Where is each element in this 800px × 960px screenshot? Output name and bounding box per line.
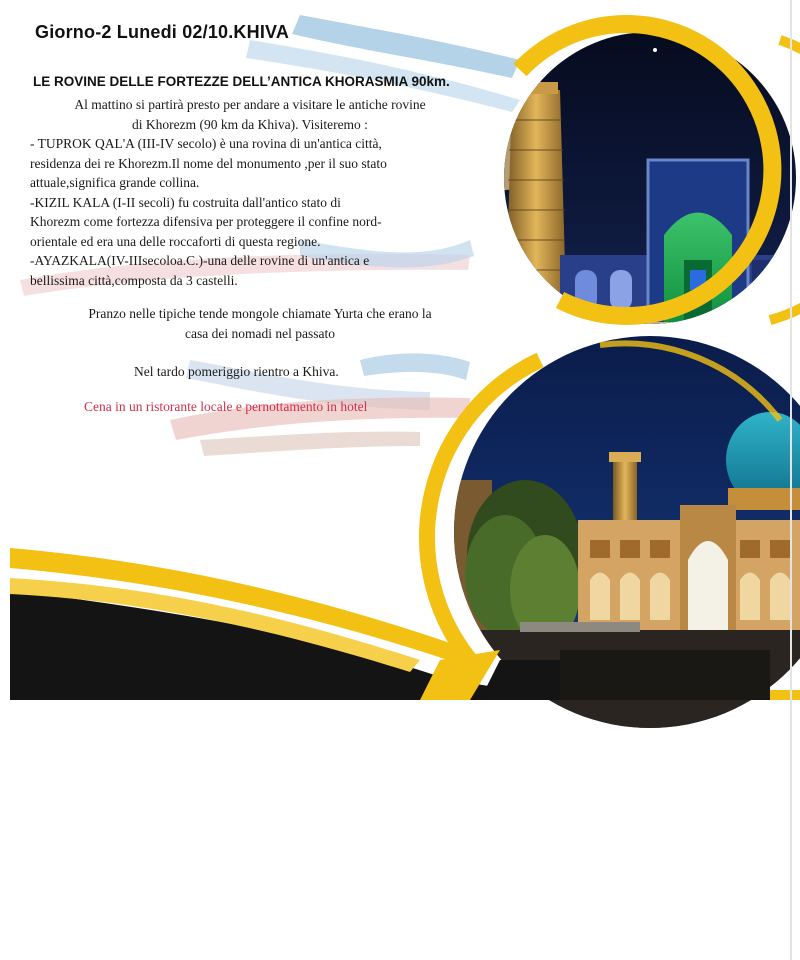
site-line: Khorezm come fortezza difensiva per proteggere il confine nord- — [30, 214, 382, 229]
site-line: orientale ed era una delle roccaforti di questa regione. — [30, 233, 321, 249]
site-line: attuale,significa grande collina. — [30, 175, 200, 190]
photo-top — [473, 30, 800, 336]
intro-line: Al mattino si partirà presto per andare a visitare le antiche rovine — [74, 97, 426, 112]
intro-line: di Khorezm (90 km da Khiva). Visiteremo : — [132, 116, 368, 132]
site-line: -KIZIL KALA (I-II secoli) fu costruita dall'antico stato di — [30, 194, 341, 210]
lunch-line: casa dei nomadi nel passato — [185, 325, 335, 341]
site-line: residenza dei re Khorezm.Il nome del monumento ,per il suo stato — [30, 155, 387, 171]
afternoon-text: Nel tardo pomeriggio rientro a Khiva. — [134, 364, 339, 379]
section-title: LE ROVINE DELLE FORTEZZE DELL’ANTICA KHORASMIA 90km. — [33, 74, 450, 89]
closing-text: Cena in un ristorante locale e pernottamento in hotel — [84, 399, 368, 414]
lunch-line: Pranzo nelle tipiche tende mongole chiamate Yurta che erano la — [88, 306, 432, 321]
day-title: Giorno-2 Lunedi 02/10.KHIVA — [35, 22, 290, 42]
intro-paragraph — [30, 95, 470, 134]
page-edge-line — [790, 0, 792, 960]
sites-paragraph — [30, 134, 387, 290]
site-line: - TUPROK QAL'A (III-IV secolo) è una rovina di un'antica città, — [30, 136, 382, 151]
site-line: bellissima città,composta da 3 castelli. — [30, 272, 238, 288]
lunch-paragraph — [40, 304, 480, 343]
site-line: -AYAZKALA(IV-IIIsecoloa.C.)-una delle rovine di un'antica e — [30, 253, 370, 268]
